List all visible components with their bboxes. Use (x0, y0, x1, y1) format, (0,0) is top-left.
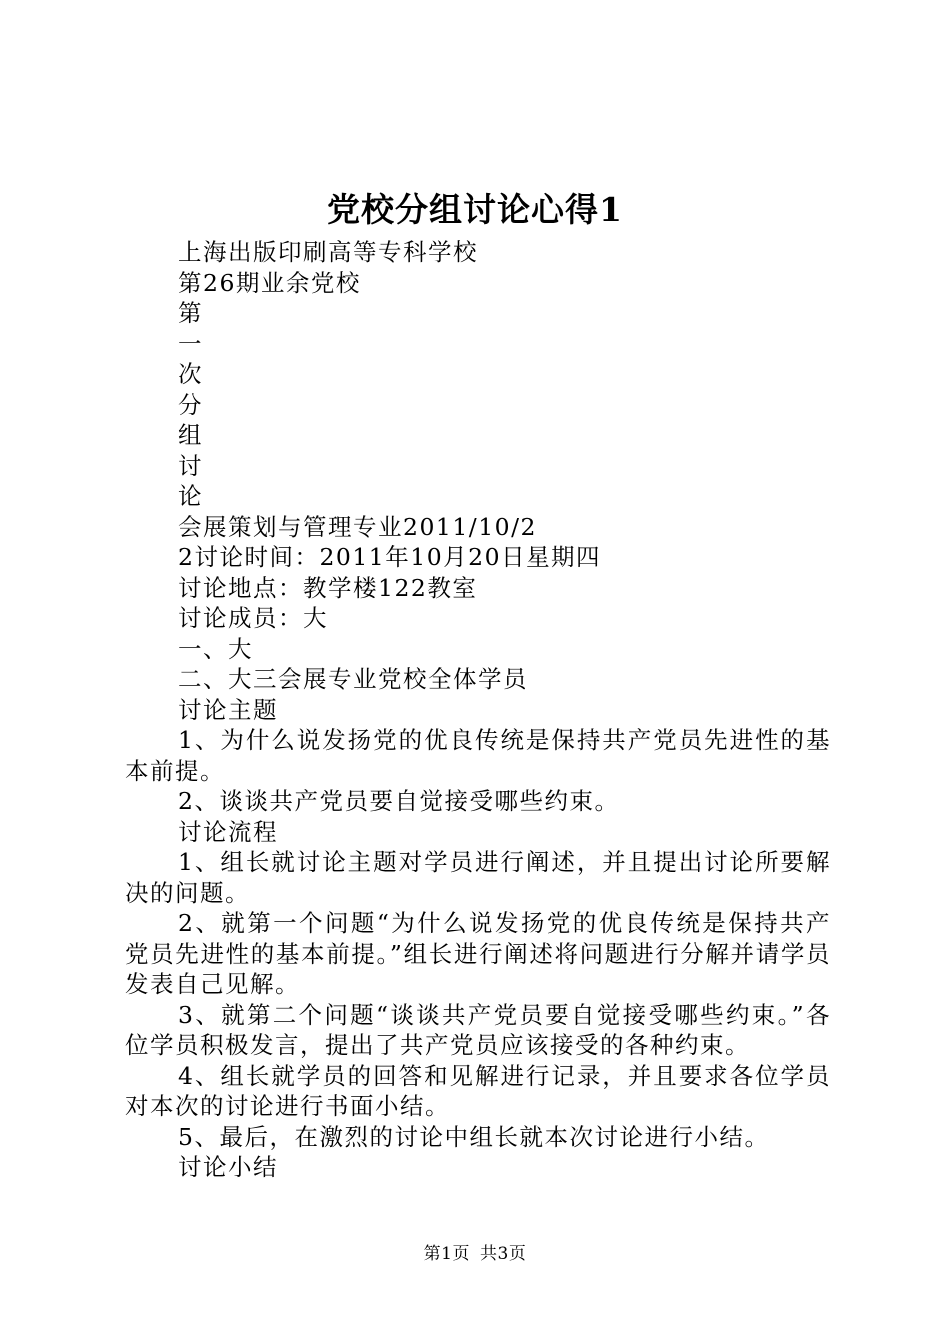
header-line: 一 (178, 329, 203, 358)
process-item: 5、最后，在激烈的讨论中组长就本次讨论进行小结。 (178, 1122, 770, 1151)
header-line: 2讨论时间：2011年10月20日星期四 (178, 543, 602, 571)
process-heading: 讨论流程 (178, 817, 278, 846)
header-line: 一、大 (178, 634, 253, 663)
topic-item: 2、谈谈共产党员要自觉接受哪些约束。 (178, 787, 620, 815)
topic-item: 1、为什么说发扬党的优良传统是保持共产党员先进性的基本前提。 (125, 726, 831, 785)
header-line: 讨 (178, 451, 203, 480)
header-line: 组 (178, 421, 203, 449)
header-line: 二、大三会展专业党校全体学员 (178, 665, 528, 693)
header-line: 讨论成员：大 (178, 604, 328, 632)
page-title: 党校分组讨论心得1 (327, 190, 623, 229)
header-line: 次 (178, 360, 203, 388)
process-item: 3、就第二个问题“谈谈共产党员要自觉接受哪些约束。”各位学员积极发言，提出了共产党员应该接受的各种约束。 (125, 1000, 831, 1059)
header-line: 分 (178, 390, 203, 419)
header-line: 上海出版印刷高等专科学校 (178, 238, 478, 266)
header-line: 第26期业余党校 (178, 268, 361, 297)
process-item: 2、就第一个问题“为什么说发扬党的优良传统是保持共产党员先进性的基本前提。”组长进行阐述将问题进行分解并请学员发表自己见解。 (125, 909, 831, 998)
process-item: 1、组长就讨论主题对学员进行阐述，并且提出讨论所要解决的问题。 (125, 848, 831, 907)
process-item: 4、组长就学员的回答和见解进行记录，并且要求各位学员对本次的讨论进行书面小结。 (125, 1061, 831, 1120)
header-line: 讨论地点：教学楼122教室 (178, 573, 478, 602)
page-total: 共3页 (480, 1244, 527, 1264)
topic-heading: 讨论主题 (178, 695, 278, 724)
summary-heading: 讨论小结 (178, 1153, 278, 1181)
header-line: 会展策划与管理专业2011/10/2 (178, 512, 537, 541)
header-line: 第 (178, 299, 203, 327)
document-body (125, 237, 831, 1183)
page-number: 第1页 (423, 1244, 470, 1264)
page-footer (0, 1243, 950, 1265)
header-line: 论 (178, 482, 203, 510)
